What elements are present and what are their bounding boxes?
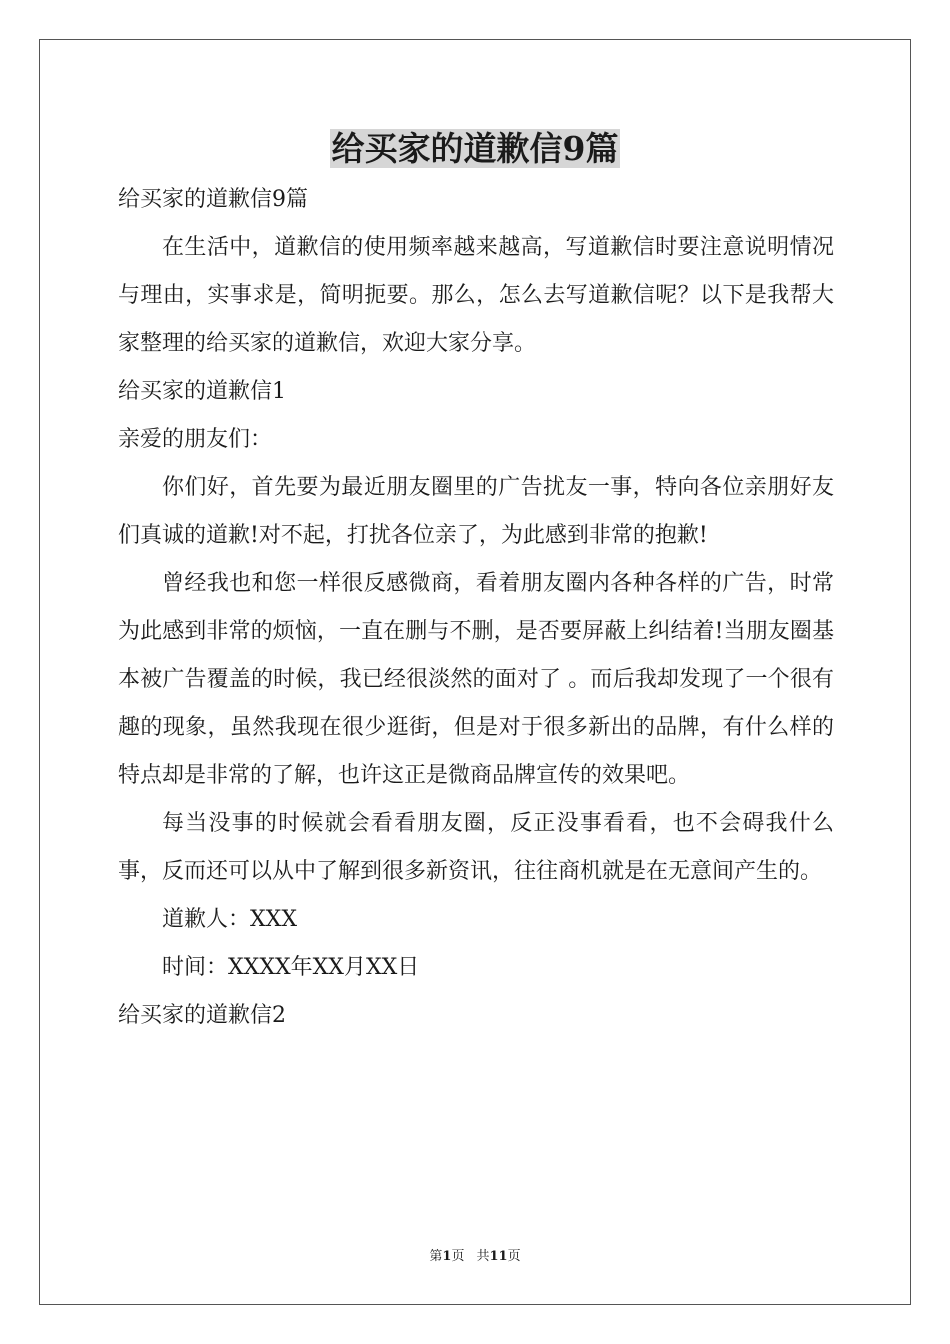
- footer-page-prefix: 第: [429, 1249, 443, 1264]
- signer-line: 道歉人：XXX: [162, 907, 297, 932]
- footer-total-suffix: 页: [507, 1249, 521, 1264]
- footer-total-prefix: 共: [476, 1249, 490, 1264]
- document-subtitle: 给买家的道歉信9篇: [118, 187, 308, 212]
- page-footer: [0, 1248, 950, 1266]
- footer-page-suffix: 页: [451, 1249, 465, 1264]
- salutation: 亲爱的朋友们：: [118, 427, 273, 452]
- footer-total-pages: 11: [489, 1249, 508, 1264]
- document-body: [118, 176, 834, 1040]
- document-title: [0, 126, 950, 172]
- date-line: 时间：XXXX年XX月XX日: [162, 955, 420, 980]
- intro-paragraph: 在生活中，道歉信的使用频率越来越高，写道歉信时要注意说明情况与理由，实事求是，简明扼要。那么，怎么去写道歉信呢？以下是我帮大家整理的给买家的道歉信，欢迎大家分享。: [118, 235, 834, 356]
- body-paragraph-3: 每当没事的时候就会看看朋友圈，反正没事看看，也不会碍我什么事，反而还可以从中了解到很多新资讯，往往商机就是在无意间产生的。: [118, 811, 834, 884]
- body-paragraph-1: 你们好，首先要为最近朋友圈里的广告扰友一事，特向各位亲朋好友们真诚的道歉!对不起，打扰各位亲了，为此感到非常的抱歉!: [118, 475, 834, 548]
- document-title-text: 给买家的道歉信9篇: [331, 129, 619, 168]
- section-heading-2: 给买家的道歉信2: [118, 1003, 286, 1028]
- body-paragraph-2: 曾经我也和您一样很反感微商，看着朋友圈内各种各样的广告，时常为此感到非常的烦恼，一直在删与不删，是否要屏蔽上纠结着!当朋友圈基本被广告覆盖的时候，我已经很淡然的面对了 。而后我却发现了一个很有趣的现象，虽然我现在很少逛街，但是对于很多新出的品牌，有什么样的特点却是非常的了解，也许这正是微商品牌宣传的效果吧。: [118, 571, 834, 788]
- footer-page-number: 1: [442, 1249, 452, 1264]
- section-heading-1: 给买家的道歉信1: [118, 379, 286, 404]
